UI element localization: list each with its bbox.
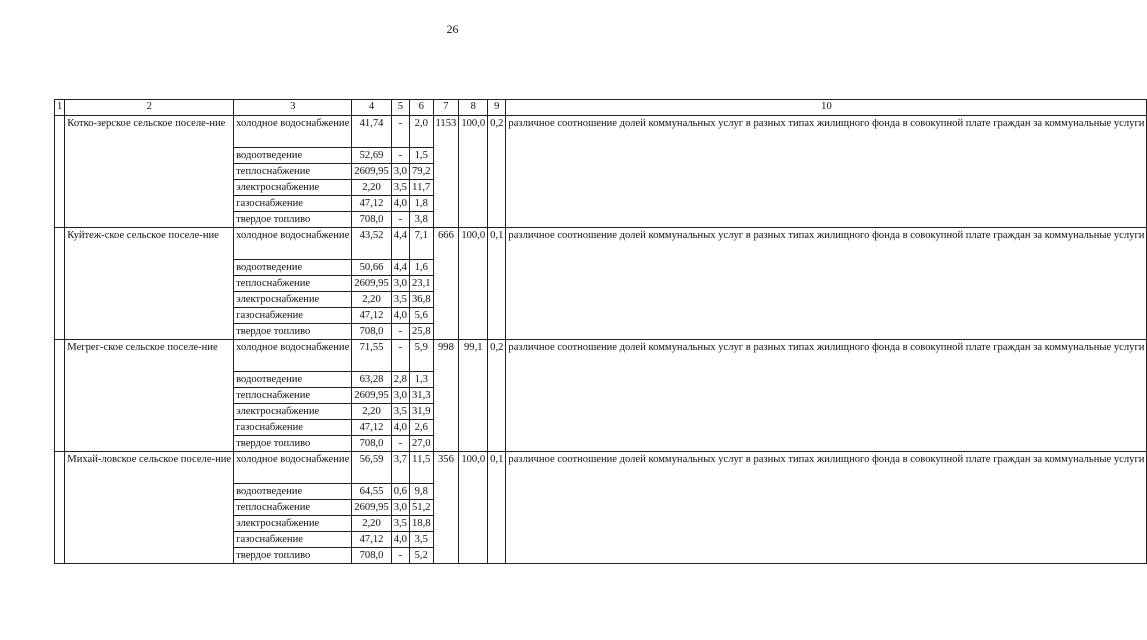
service-name: твердое топливо [234, 324, 352, 340]
column-number-8: 8 [459, 100, 488, 116]
growth-index: - [391, 548, 409, 564]
growth-index: 3,5 [391, 180, 409, 196]
service-name: водоотведение [234, 148, 352, 164]
growth-index: 0,6 [391, 484, 409, 500]
service-name: твердое топливо [234, 212, 352, 228]
growth-index: 4,4 [391, 228, 409, 260]
growth-index: - [391, 148, 409, 164]
share-value: 31,3 [409, 388, 433, 404]
tariff-value: 41,74 [352, 116, 391, 148]
tariff-value: 64,55 [352, 484, 391, 500]
service-name: твердое топливо [234, 548, 352, 564]
growth-index: 4,4 [391, 260, 409, 276]
share-value: 36,8 [409, 292, 433, 308]
column-8-value: 100,0 [459, 228, 488, 340]
share-value: 7,1 [409, 228, 433, 260]
share-value: 9,8 [409, 484, 433, 500]
growth-index: 3,0 [391, 388, 409, 404]
column-number-9: 9 [488, 100, 506, 116]
growth-index: - [391, 436, 409, 452]
table-row [55, 452, 1147, 484]
share-value: 3,5 [409, 532, 433, 548]
tariff-value: 708,0 [352, 436, 391, 452]
share-value: 1,5 [409, 148, 433, 164]
tariff-value: 708,0 [352, 324, 391, 340]
growth-index: 3,0 [391, 500, 409, 516]
share-value: 5,2 [409, 548, 433, 564]
tariff-value: 47,12 [352, 420, 391, 436]
tariff-value: 56,59 [352, 452, 391, 484]
share-value: 11,5 [409, 452, 433, 484]
service-name: теплоснабжение [234, 276, 352, 292]
service-name: водоотведение [234, 260, 352, 276]
table-row [55, 340, 1147, 372]
growth-index: - [391, 324, 409, 340]
column-number-7: 7 [433, 100, 459, 116]
tariff-table [54, 99, 1147, 564]
table-header-row [55, 100, 1147, 116]
settlement-name: Куйтеж-ское сельское поселе-ние [65, 228, 234, 340]
service-name: электроснабжение [234, 292, 352, 308]
growth-index: 2,8 [391, 372, 409, 388]
tariff-value: 63,28 [352, 372, 391, 388]
settlement-name: Михай-ловское сельское поселе-ние [65, 452, 234, 564]
row-number-cell [55, 452, 65, 564]
tariff-value: 2609,95 [352, 164, 391, 180]
growth-index: 3,0 [391, 164, 409, 180]
column-number-4: 4 [352, 100, 391, 116]
column-8-value: 100,0 [459, 116, 488, 228]
share-value: 11,7 [409, 180, 433, 196]
service-name: холодное водоснабжение [234, 340, 352, 372]
settlement-name: Котко-зерское сельское поселе-ние [65, 116, 234, 228]
service-name: теплоснабжение [234, 500, 352, 516]
row-number-cell [55, 228, 65, 340]
growth-index: 3,5 [391, 292, 409, 308]
tariff-value: 47,12 [352, 532, 391, 548]
growth-index: 4,0 [391, 532, 409, 548]
growth-index: - [391, 116, 409, 148]
share-value: 1,3 [409, 372, 433, 388]
column-8-value: 100,0 [459, 452, 488, 564]
service-name: холодное водоснабжение [234, 228, 352, 260]
share-value: 51,2 [409, 500, 433, 516]
growth-index: 4,0 [391, 196, 409, 212]
tariff-value: 2,20 [352, 404, 391, 420]
growth-index: 4,0 [391, 308, 409, 324]
tariff-value: 43,52 [352, 228, 391, 260]
tariff-value: 2609,95 [352, 500, 391, 516]
service-name: электроснабжение [234, 516, 352, 532]
tariff-value: 47,12 [352, 308, 391, 324]
share-value: 2,0 [409, 116, 433, 148]
share-value: 23,1 [409, 276, 433, 292]
share-value: 18,8 [409, 516, 433, 532]
column-9-value: 0,2 [488, 116, 506, 228]
tariff-value: 708,0 [352, 548, 391, 564]
page-number: 26 [446, 22, 459, 36]
service-name: газоснабжение [234, 308, 352, 324]
share-value: 25,8 [409, 324, 433, 340]
service-name: теплоснабжение [234, 164, 352, 180]
service-name: холодное водоснабжение [234, 452, 352, 484]
share-value: 27,0 [409, 436, 433, 452]
share-value: 5,6 [409, 308, 433, 324]
tariff-value: 50,66 [352, 260, 391, 276]
column-number-3: 3 [234, 100, 352, 116]
column-number-6: 6 [409, 100, 433, 116]
reason-note: различное соотношение долей коммунальных услуг в разных типах жилищного фонда в совокупной плате граждан за коммунальные услуги [506, 228, 1147, 340]
reason-note: различное соотношение долей коммунальных услуг в разных типах жилищного фонда в совокупной плате граждан за коммунальные услуги [506, 452, 1147, 564]
share-value: 79,2 [409, 164, 433, 180]
share-value: 3,8 [409, 212, 433, 228]
column-7-value: 1153 [433, 116, 459, 228]
share-value: 5,9 [409, 340, 433, 372]
column-7-value: 666 [433, 228, 459, 340]
growth-index: 3,5 [391, 516, 409, 532]
service-name: газоснабжение [234, 532, 352, 548]
service-name: твердое топливо [234, 436, 352, 452]
service-name: холодное водоснабжение [234, 116, 352, 148]
column-8-value: 99,1 [459, 340, 488, 452]
tariff-value: 71,55 [352, 340, 391, 372]
service-name: теплоснабжение [234, 388, 352, 404]
reason-note: различное соотношение долей коммунальных услуг в разных типах жилищного фонда в совокупной плате граждан за коммунальные услуги [506, 340, 1147, 452]
settlement-name: Мегрег-ское сельское поселе-ние [65, 340, 234, 452]
service-name: электроснабжение [234, 180, 352, 196]
column-number-10: 10 [506, 100, 1147, 116]
column-9-value: 0,1 [488, 452, 506, 564]
growth-index: 3,0 [391, 276, 409, 292]
service-name: водоотведение [234, 372, 352, 388]
row-number-cell [55, 116, 65, 228]
share-value: 1,8 [409, 196, 433, 212]
tariff-value: 2609,95 [352, 276, 391, 292]
share-value: 1,6 [409, 260, 433, 276]
growth-index: 3,5 [391, 404, 409, 420]
column-number-5: 5 [391, 100, 409, 116]
service-name: электроснабжение [234, 404, 352, 420]
column-9-value: 0,2 [488, 340, 506, 452]
row-number-cell [55, 340, 65, 452]
tariff-value: 2,20 [352, 180, 391, 196]
growth-index: - [391, 212, 409, 228]
column-7-value: 356 [433, 452, 459, 564]
column-number-1: 1 [55, 100, 65, 116]
share-value: 2,6 [409, 420, 433, 436]
column-9-value: 0,1 [488, 228, 506, 340]
growth-index: 3,7 [391, 452, 409, 484]
service-name: водоотведение [234, 484, 352, 500]
table-row [55, 228, 1147, 260]
tariff-value: 2609,95 [352, 388, 391, 404]
service-name: газоснабжение [234, 196, 352, 212]
tariff-value: 47,12 [352, 196, 391, 212]
tariff-value: 2,20 [352, 292, 391, 308]
tariff-value: 2,20 [352, 516, 391, 532]
table-row [55, 116, 1147, 148]
tariff-value: 52,69 [352, 148, 391, 164]
share-value: 31,9 [409, 404, 433, 420]
reason-note: различное соотношение долей коммунальных услуг в разных типах жилищного фонда в совокупной плате граждан за коммунальные услуги [506, 116, 1147, 228]
column-number-2: 2 [65, 100, 234, 116]
service-name: газоснабжение [234, 420, 352, 436]
growth-index: 4,0 [391, 420, 409, 436]
growth-index: - [391, 340, 409, 372]
tariff-value: 708,0 [352, 212, 391, 228]
column-7-value: 998 [433, 340, 459, 452]
